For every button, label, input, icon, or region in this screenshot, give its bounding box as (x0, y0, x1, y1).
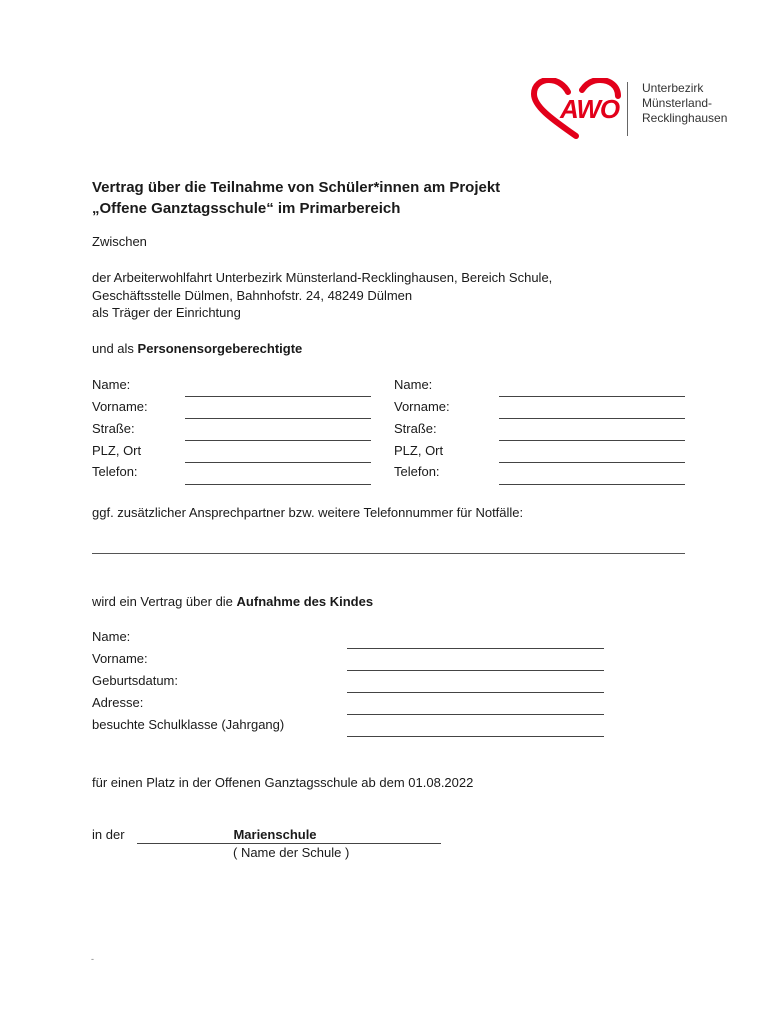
guardian1-city-field[interactable] (185, 462, 371, 463)
guardian1-city-label: PLZ, Ort (92, 443, 142, 458)
provider-line-2: Geschäftsstelle Dülmen, Bahnhofstr. 24, 48249 Dülmen (92, 288, 413, 303)
child-intro-bold: Aufnahme des Kindes (236, 594, 374, 609)
guardian2-city-field[interactable] (499, 462, 685, 463)
between-label: Zwischen (92, 234, 147, 249)
provider-line-1: der Arbeiterwohlfahrt Unterbezirk Münsterland-Recklinghausen, Bereich Schule, (92, 270, 553, 285)
guardian1-street-label: Straße: (92, 421, 135, 436)
guardians-bold: Personensorgeberechtigte (137, 341, 303, 356)
place-statement: für einen Platz in der Offenen Ganztagsschule ab dem 01.08.2022 (92, 775, 474, 790)
guardian2-firstname-field[interactable] (499, 418, 685, 419)
logo-divider (627, 82, 628, 136)
school-name: Marienschule (233, 827, 317, 842)
child-intro (92, 594, 373, 610)
guardian2-name-field[interactable] (499, 396, 685, 397)
child-address-field[interactable] (347, 714, 604, 715)
guardian1-name-field[interactable] (185, 396, 371, 397)
guardian2-street-field[interactable] (499, 440, 685, 441)
child-birthdate-field[interactable] (347, 692, 604, 693)
child-grade-label: besuchte Schulklasse (Jahrgang) (92, 717, 285, 732)
awo-wordmark: AWO (560, 94, 620, 124)
contract-title-line-2: „Offene Ganztagsschule“ im Primarbereich (92, 200, 401, 217)
awo-logo (530, 78, 730, 140)
child-name-field[interactable] (347, 648, 604, 649)
child-name-label: Name: (92, 629, 131, 644)
footer-mark: - (91, 954, 94, 964)
child-intro-prefix: wird ein Vertrag über die (92, 594, 237, 609)
logo-org-line-2: Münsterland- (642, 96, 713, 110)
logo-org-line-1: Unterbezirk (642, 81, 704, 95)
child-birthdate-label: Geburtsdatum: (92, 673, 178, 688)
guardians-prefix: und als (92, 341, 138, 356)
guardian2-phone-label: Telefon: (394, 464, 440, 479)
child-firstname-label: Vorname: (92, 651, 148, 666)
provider-line-3: als Träger der Einrichtung (92, 305, 241, 320)
emergency-contact-field[interactable] (92, 553, 685, 554)
guardians-heading (92, 341, 302, 357)
emergency-contact-label: ggf. zusätzlicher Ansprechpartner bzw. weitere Telefonnummer für Notfälle: (92, 505, 524, 520)
guardian1-phone-label: Telefon: (92, 464, 138, 479)
child-grade-field[interactable] (347, 736, 604, 737)
guardian1-name-label: Name: (92, 377, 131, 392)
guardian2-name-label: Name: (394, 377, 433, 392)
guardian1-phone-field[interactable] (185, 484, 371, 485)
guardian2-phone-field[interactable] (499, 484, 685, 485)
guardian1-firstname-field[interactable] (185, 418, 371, 419)
guardian2-firstname-label: Vorname: (394, 399, 450, 414)
contract-title-line-1: Vertrag über die Teilnahme von Schüler*innen am Projekt (92, 179, 501, 196)
school-prefix: in der (92, 827, 125, 842)
school-name-field[interactable] (137, 827, 441, 843)
guardian2-street-label: Straße: (394, 421, 437, 436)
logo-org-line-3: Recklinghausen (642, 111, 728, 125)
guardian2-city-label: PLZ, Ort (394, 443, 444, 458)
child-firstname-field[interactable] (347, 670, 604, 671)
child-address-label: Adresse: (92, 695, 144, 710)
school-name-underline (137, 843, 441, 844)
school-name-caption: ( Name der Schule ) (233, 845, 350, 860)
guardian1-street-field[interactable] (185, 440, 371, 441)
guardian1-firstname-label: Vorname: (92, 399, 148, 414)
